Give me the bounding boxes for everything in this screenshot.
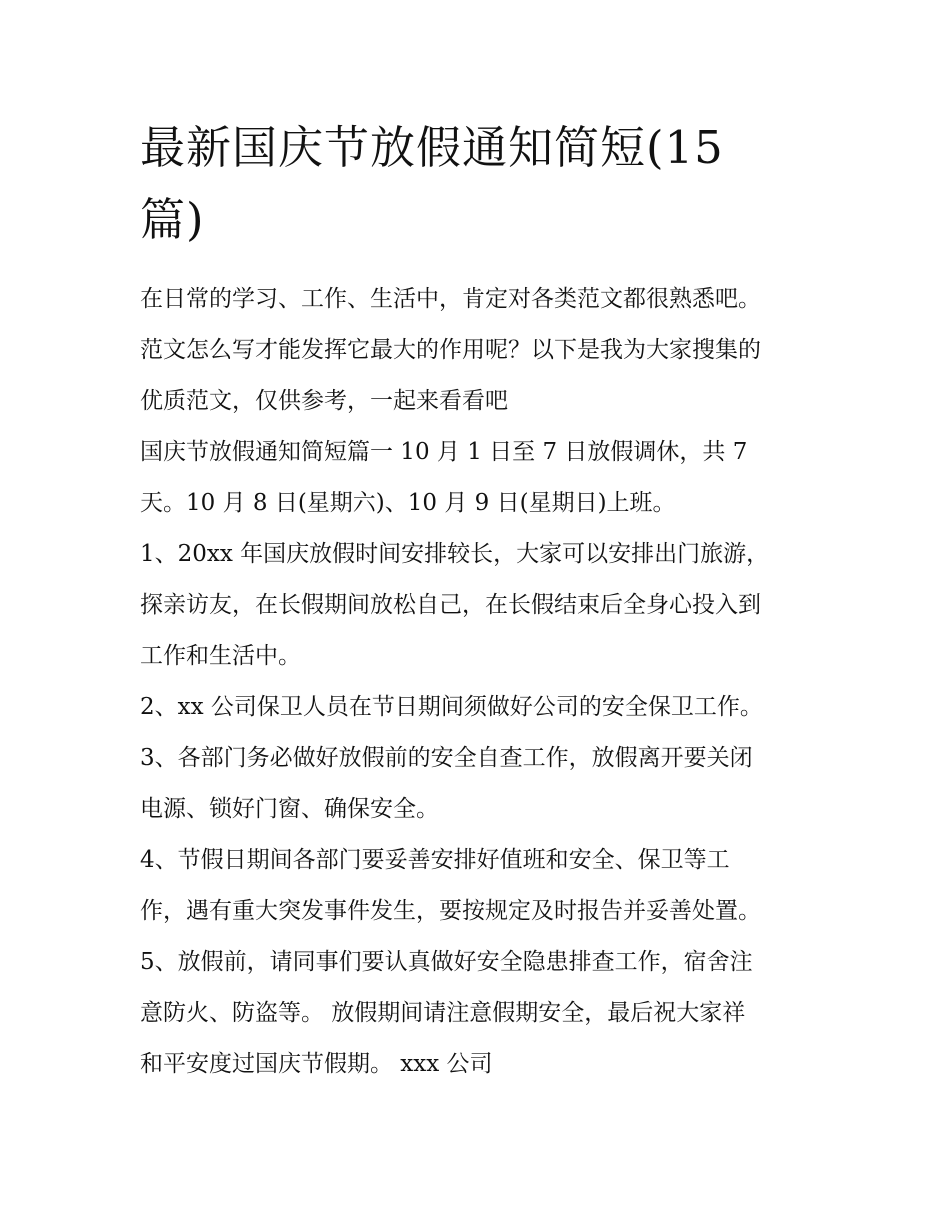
text-line: 5、放假前，请同事们要认真做好安全隐患排查工作，宿舍注 [140, 949, 753, 975]
text-line: 在日常的学习、工作、生活中，肯定对各类范文都很熟悉吧。 [140, 286, 761, 312]
text-line: 优质范文，仅供参考，一起来看看吧 [140, 388, 508, 414]
document-body [140, 274, 830, 1090]
text-line: 作，遇有重大突发事件发生，要按规定及时报告并妥善处置。 [140, 898, 761, 924]
text-line: 1、20xx 年国庆放假时间安排较长，大家可以安排出门旅游， [140, 541, 770, 567]
item-3-paragraph [140, 733, 830, 835]
text-line: 探亲访友，在长假期间放松自己，在长假结束后全身心投入到 [140, 592, 761, 618]
item-2-paragraph [140, 682, 830, 733]
title-line: 篇) [140, 193, 205, 246]
item-1-paragraph [140, 529, 830, 682]
text-line: 电源、锁好门窗、确保安全。 [140, 796, 439, 822]
item-5-paragraph [140, 937, 830, 1090]
text-line: 天。10 月 8 日(星期六)、10 月 9 日(星期日)上班。 [140, 490, 676, 516]
notice-paragraph [140, 427, 830, 529]
text-line: 工作和生活中。 [140, 643, 301, 669]
text-line: 国庆节放假通知简短篇一 10 月 1 日至 7 日放假调休，共 7 [140, 439, 748, 465]
intro-paragraph [140, 274, 830, 427]
text-line: 2、xx 公司保卫人员在节日期间须做好公司的安全保卫工作。 [140, 694, 763, 720]
title-line: 最新国庆节放假通知简短(15 [140, 121, 724, 174]
text-line: 范文怎么写才能发挥它最大的作用呢？以下是我为大家搜集的 [140, 337, 761, 363]
text-line: 意防火、防盗等。 放假期间请注意假期安全，最后祝大家祥 [140, 1000, 746, 1026]
text-line: 3、各部门务必做好放假前的安全自查工作，放假离开要关闭 [140, 745, 753, 771]
text-line: 4、节假日期间各部门要妥善安排好值班和安全、保卫等工 [140, 847, 730, 873]
item-4-paragraph [140, 835, 830, 937]
text-line: 和平安度过国庆节假期。 xxx 公司 [140, 1051, 493, 1077]
page-title [140, 112, 800, 256]
